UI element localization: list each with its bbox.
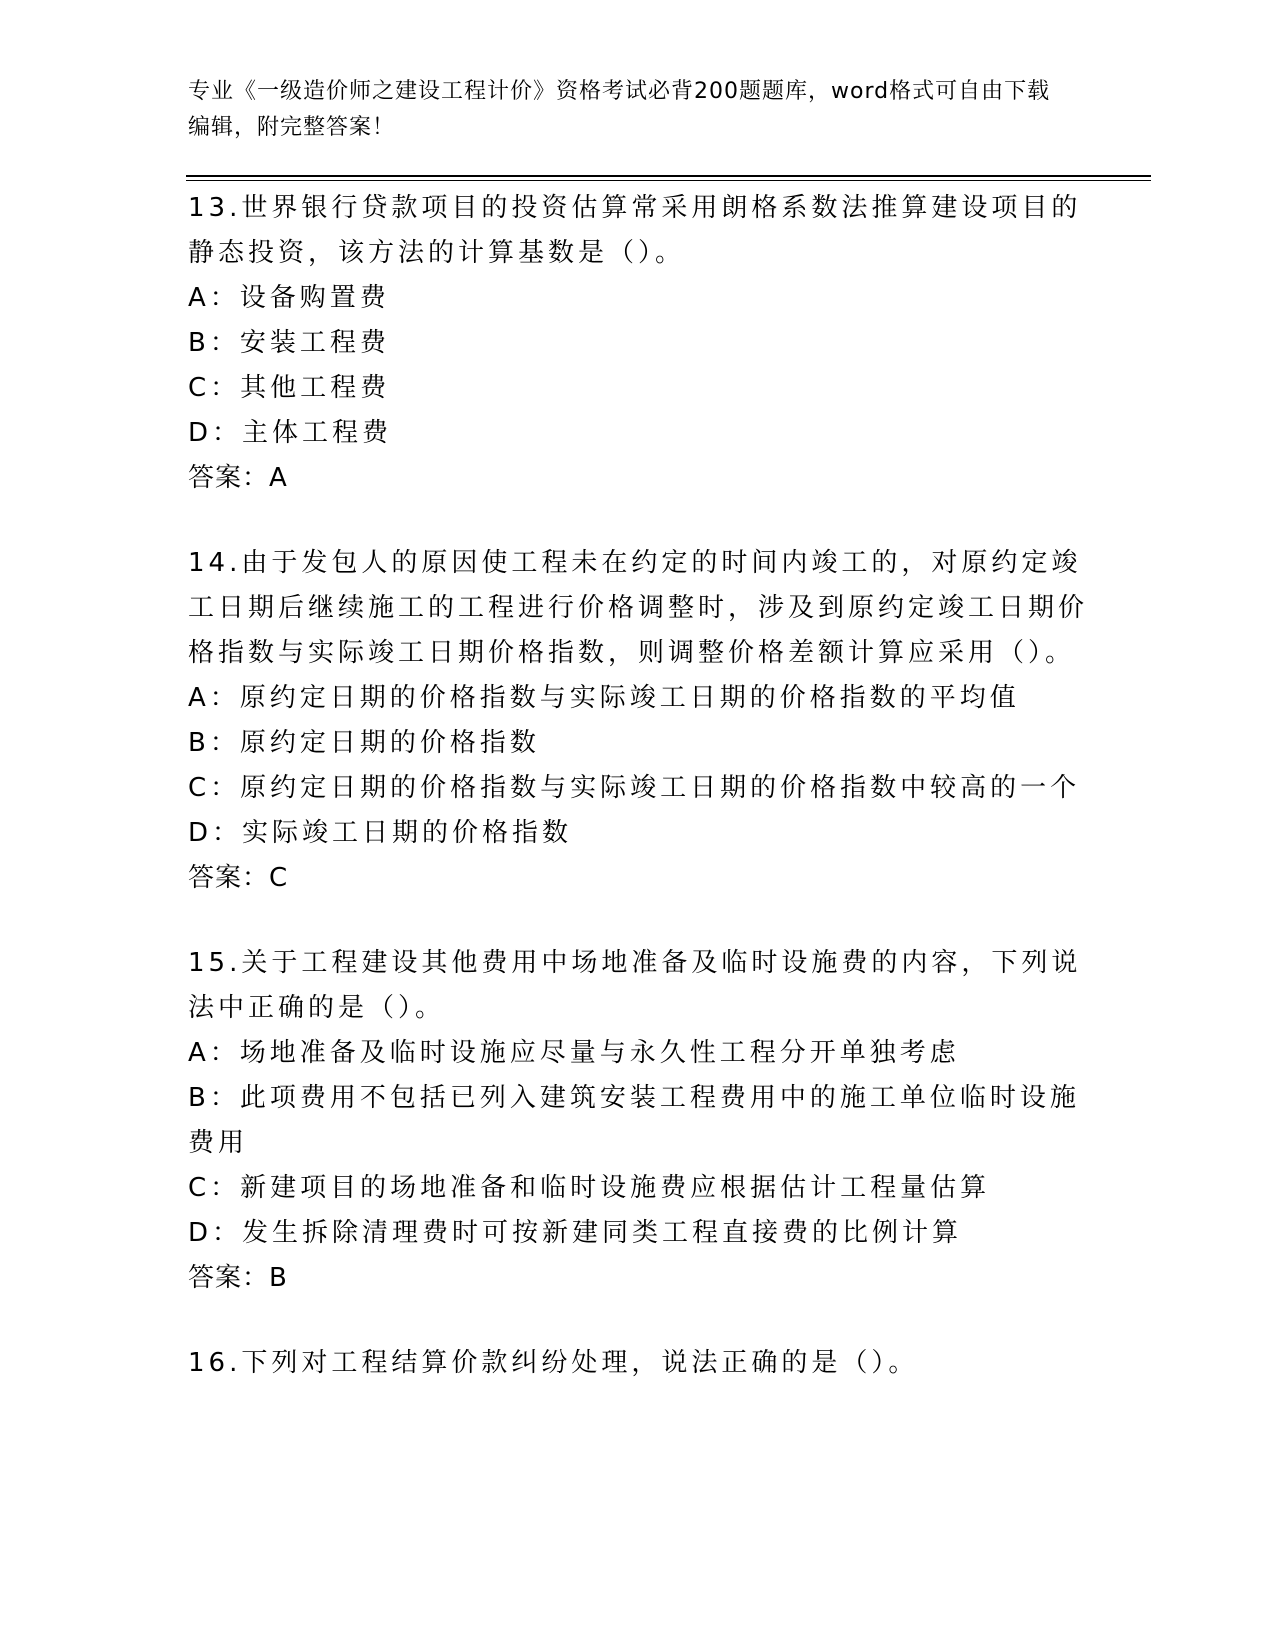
option-b: B：此项费用不包括已列入建筑安装工程费用中的施工单位临时设施费用 [188,1083,1080,1158]
option-d: D：实际竣工日期的价格指数 [188,818,573,848]
header-rule-thick [186,175,1151,177]
option-c: C：其他工程费 [188,373,391,403]
question-stem: 13.世界银行贷款项目的投资估算常采用朗格系数法推算建设项目的静态投资，该方法的计算基数是（）。 [188,193,1082,268]
option-b: B：安装工程费 [188,328,390,358]
question-16 [188,1341,1098,1386]
header-rule-thin [186,180,1151,181]
question-list [188,186,1098,1426]
question-stem: 14.由于发包人的原因使工程未在约定的时间内竣工的，对原约定竣工日期后继续施工的工程进行价格调整时，涉及到原约定竣工日期价格指数与实际竣工日期价格指数，则调整价格差额计算应采用（）。 [188,548,1089,668]
document-header-note: 专业《一级造价师之建设工程计价》资格考试必背200题题库，word格式可自由下载编辑，附完整答案！ [188,79,1051,140]
option-c: C：新建项目的场地准备和临时设施费应根据估计工程量估算 [188,1173,991,1203]
question-15 [188,941,1098,1301]
question-stem: 16.下列对工程结算价款纠纷处理，说法正确的是（）。 [188,1348,919,1378]
option-a: A：场地准备及临时设施应尽量与永久性工程分开单独考虑 [188,1038,960,1068]
answer-line: 答案：A [188,463,288,493]
option-a: A：原约定日期的价格指数与实际竣工日期的价格指数的平均值 [188,683,1020,713]
option-d: D：发生拆除清理费时可按新建同类工程直接费的比例计算 [188,1218,963,1248]
option-d: D：主体工程费 [188,418,393,448]
question-13 [188,186,1098,501]
question-14 [188,541,1098,901]
answer-line: 答案：B [188,1263,288,1293]
option-c: C：原约定日期的价格指数与实际竣工日期的价格指数中较高的一个 [188,773,1081,803]
option-a: A：设备购置费 [188,283,390,313]
answer-line: 答案：C [188,863,289,893]
option-b: B：原约定日期的价格指数 [188,728,540,758]
question-stem: 15.关于工程建设其他费用中场地准备及临时设施费的内容，下列说法中正确的是（）。 [188,948,1082,1023]
